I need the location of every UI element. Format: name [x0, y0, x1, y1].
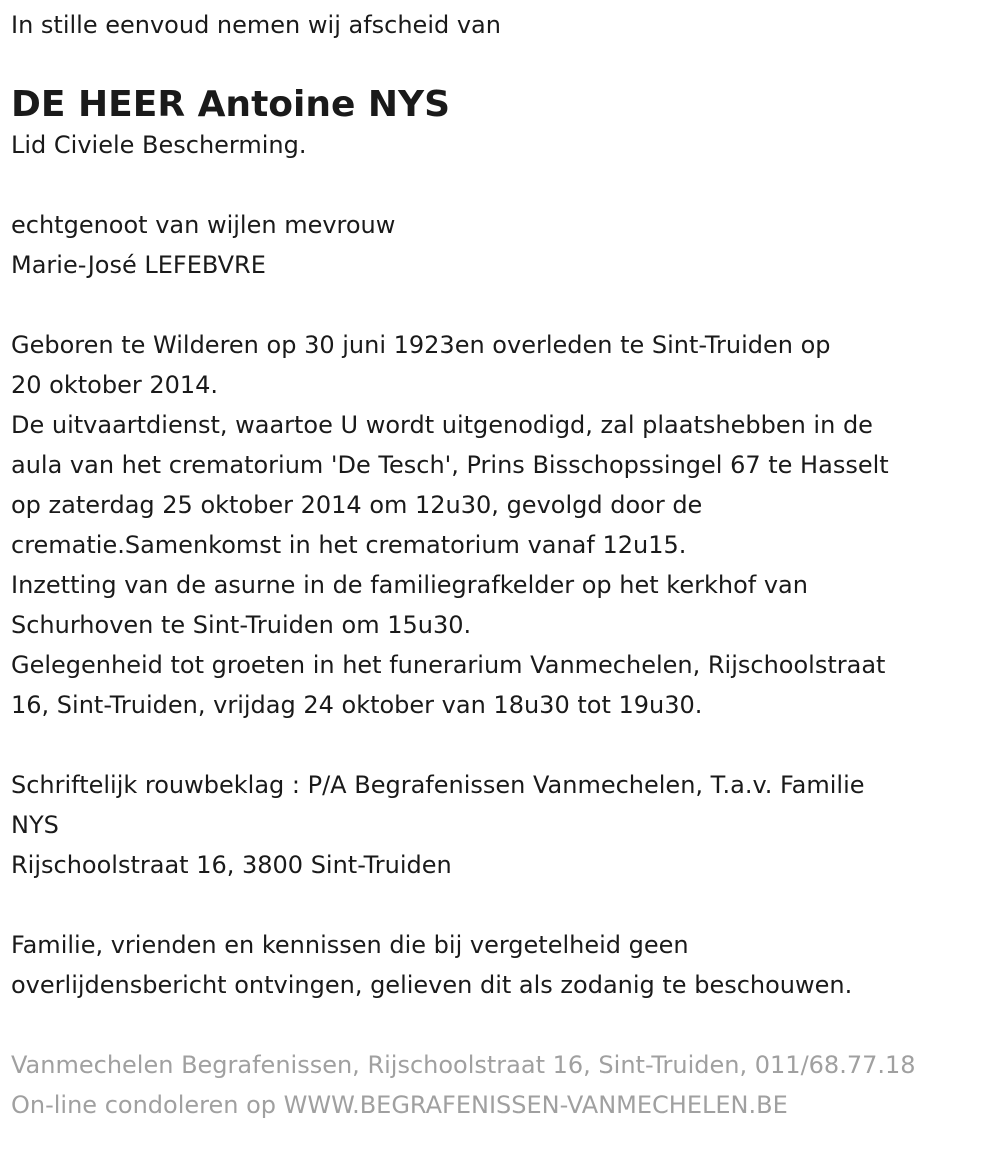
death-notice [11, 5, 996, 1125]
closing-line: Familie, vrienden en kennissen die bij vergetelheid geen [11, 931, 689, 959]
funeral-home-footer [11, 1045, 996, 1125]
condolence-line: Schriftelijk rouwbeklag : P/A Begrafenissen Vanmechelen, T.a.v. Familie [11, 771, 865, 799]
footer-contact: Vanmechelen Begrafenissen, Rijschoolstraat 16, Sint-Truiden, 011/68.77.18 [11, 1051, 916, 1079]
closing-block [11, 925, 996, 1005]
details-line: 16, Sint-Truiden, vrijdag 24 oktober van 18u30 tot 19u30. [11, 691, 703, 719]
details-line: crematie.Samenkomst in het crematorium vanaf 12u15. [11, 531, 687, 559]
footer-website: On-line condoleren op WWW.BEGRAFENISSEN-VANMECHELEN.BE [11, 1091, 788, 1119]
details-line: 20 oktober 2014. [11, 371, 219, 399]
details-line: Geboren te Wilderen op 30 juni 1923en overleden te Sint-Truiden op [11, 331, 831, 359]
closing-line: overlijdensbericht ontvingen, gelieven dit als zodanig te beschouwen. [11, 971, 853, 999]
details-line: Gelegenheid tot groeten in het funerarium Vanmechelen, Rijschoolstraat [11, 651, 886, 679]
condolence-line: NYS [11, 811, 59, 839]
details-line: aula van het crematorium 'De Tesch', Prins Bisschopssingel 67 te Hasselt [11, 451, 889, 479]
spouse-name: Marie-José LEFEBVRE [11, 251, 266, 279]
details-line: Inzetting van de asurne in de familiegrafkelder op het kerkhof van [11, 571, 808, 599]
details-line: op zaterdag 25 oktober 2014 om 12u30, gevolgd door de [11, 491, 703, 519]
condolence-block [11, 765, 996, 885]
deceased-role: Lid Civiele Bescherming. [11, 131, 307, 159]
deceased-name: DE HEER Antoine NYS [11, 84, 451, 125]
details-line: De uitvaartdienst, waartoe U wordt uitgenodigd, zal plaatshebben in de [11, 411, 873, 439]
condolence-line: Rijschoolstraat 16, 3800 Sint-Truiden [11, 851, 452, 879]
spouse-line: echtgenoot van wijlen mevrouw [11, 211, 396, 239]
details-block [11, 325, 996, 725]
spouse-block [11, 205, 996, 285]
intro-text: In stille eenvoud nemen wij afscheid van [11, 11, 501, 39]
details-line: Schurhoven te Sint-Truiden om 15u30. [11, 611, 472, 639]
